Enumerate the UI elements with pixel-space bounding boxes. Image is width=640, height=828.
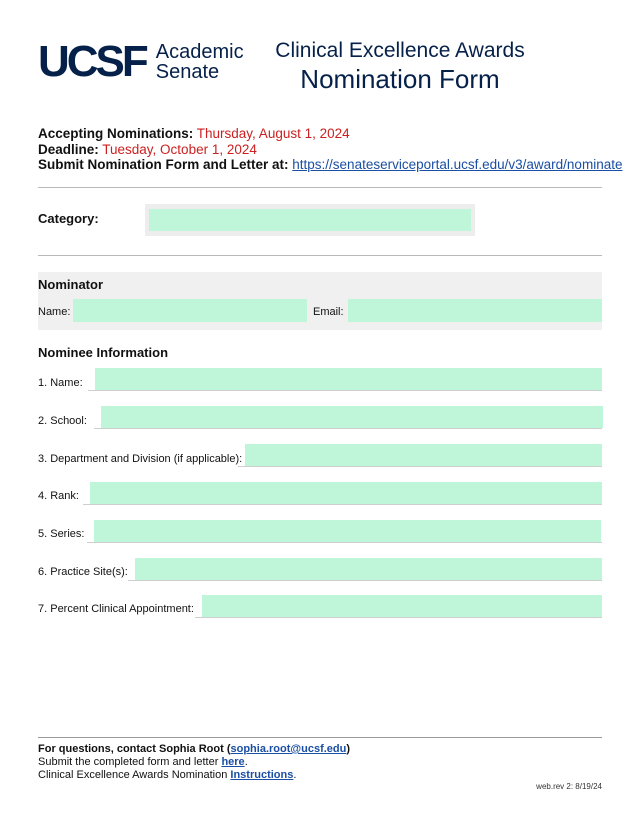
- nominator-email-input[interactable]: [348, 299, 602, 322]
- nominee-series-input[interactable]: [94, 520, 601, 542]
- nominator-name-label: Name:: [38, 306, 71, 318]
- nominee-practice-site-input[interactable]: [135, 558, 602, 580]
- contact-text: For questions, contact Sophia Root (: [38, 743, 231, 755]
- submission-info: [38, 126, 622, 173]
- instructions-link[interactable]: Instructions: [230, 769, 294, 781]
- submit-here-row: [38, 756, 350, 769]
- logo-line-2: Senate: [155, 61, 220, 83]
- nominee-heading: Nominee Information: [38, 345, 169, 360]
- divider: [38, 187, 602, 188]
- logo-text: [156, 42, 244, 82]
- submit-here-link[interactable]: here: [221, 756, 245, 768]
- ucsf-academic-senate-logo: [38, 37, 244, 86]
- nominator-email-label: Email:: [313, 306, 344, 318]
- nominee-name-label: 1. Name:: [38, 377, 83, 389]
- logo-mark: UCSF: [38, 37, 146, 86]
- deadline-date: Tuesday, October 1, 2024: [102, 141, 257, 157]
- nominee-school-label: 2. School:: [38, 415, 87, 427]
- deadline-label: Deadline:: [38, 141, 99, 157]
- nominee-rank-label: 4. Rank:: [38, 490, 79, 502]
- footer: [38, 743, 350, 782]
- underline: [94, 428, 602, 429]
- nominee-practice-site-label: 6. Practice Site(s):: [38, 566, 128, 578]
- title-line-1: Clinical Excellence Awards: [275, 39, 525, 62]
- submit-portal-link[interactable]: https://senateserviceportal.ucsf.edu/v3/award/nominate: [292, 157, 623, 172]
- accepting-label: Accepting Nominations:: [38, 126, 194, 141]
- submit-here-text: Submit the completed form and letter: [38, 756, 222, 768]
- nominator-name-input[interactable]: [73, 299, 307, 322]
- submit-row: [38, 157, 622, 173]
- underline: [128, 580, 602, 581]
- nominee-department-label: 3. Department and Division (if applicable):: [38, 453, 243, 465]
- divider: [38, 255, 602, 256]
- category-label: Category:: [38, 211, 99, 226]
- underline: [87, 542, 602, 543]
- nominee-school-input[interactable]: [101, 406, 603, 428]
- contact-suffix: ): [346, 743, 351, 755]
- category-input[interactable]: [149, 209, 471, 231]
- instructions-text: Clinical Excellence Awards Nomination: [38, 769, 231, 781]
- footer-divider: [38, 737, 602, 738]
- nominee-name-input[interactable]: [95, 368, 602, 390]
- contact-row: [38, 743, 350, 756]
- accepting-date: Thursday, August 1, 2024: [196, 126, 350, 141]
- underline: [83, 504, 602, 505]
- instructions-row: [38, 769, 350, 782]
- instructions-suffix: .: [293, 769, 297, 781]
- submit-label: Submit Nomination Form and Letter at:: [38, 157, 289, 172]
- contact-email-link[interactable]: sophia.root@ucsf.edu: [230, 743, 347, 755]
- underline: [238, 466, 602, 467]
- title-line-2: Nomination Form: [300, 64, 500, 94]
- accepting-row: [38, 126, 622, 142]
- nominee-percent-clinical-label: 7. Percent Clinical Appointment:: [38, 603, 194, 615]
- underline: [88, 390, 602, 391]
- deadline-row: [38, 142, 622, 158]
- nominee-department-input[interactable]: [245, 444, 602, 466]
- nominator-heading: Nominator: [38, 277, 103, 292]
- underline: [195, 617, 602, 618]
- revision-note: web.rev 2: 8/19/24: [536, 782, 602, 791]
- nominee-series-label: 5. Series:: [38, 528, 85, 540]
- logo-line-1: Academic: [155, 41, 244, 63]
- submit-here-suffix: .: [244, 756, 248, 768]
- nominee-rank-input[interactable]: [90, 482, 602, 504]
- nominee-percent-clinical-input[interactable]: [202, 595, 602, 617]
- form-title: [262, 38, 538, 94]
